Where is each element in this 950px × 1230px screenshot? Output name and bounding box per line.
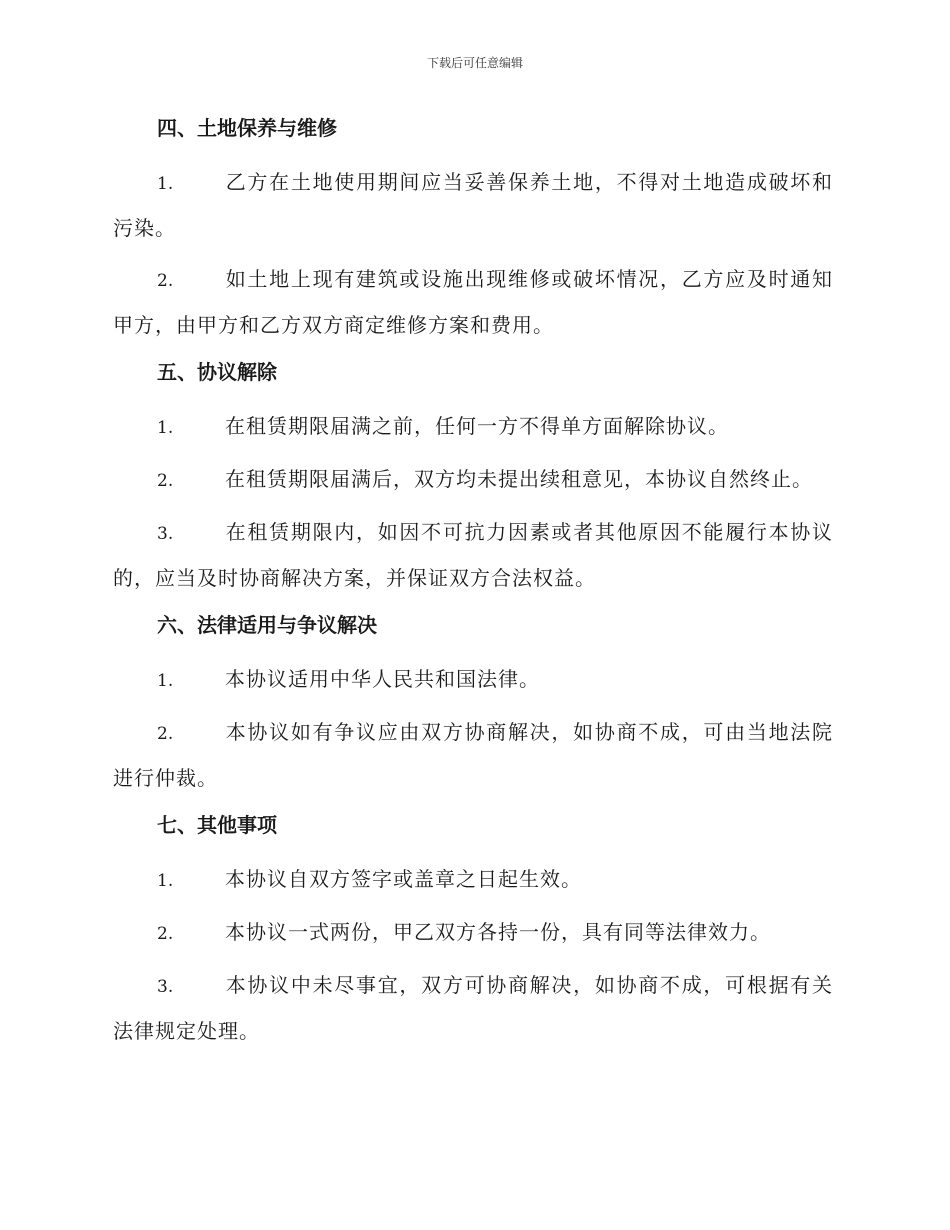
clause-text: 在租赁期限届满之前，任何一方不得单方面解除协议。	[225, 414, 729, 438]
document-body	[113, 110, 833, 1060]
clause-text: 本协议一式两份，甲乙双方各持一份，具有同等法律效力。	[225, 920, 771, 944]
clause	[113, 857, 833, 903]
clause	[113, 657, 833, 703]
clause-number: 3.	[157, 524, 174, 544]
clause-number: 2.	[157, 724, 174, 744]
clause-text: 乙方在土地使用期间应当妥善保养土地，不得对土地造成破坏和污染。	[113, 170, 833, 240]
section-title: 四、土地保养与维修	[157, 116, 337, 140]
clause	[113, 963, 833, 1053]
clause-text: 在租赁期限内，如因不可抗力因素或者其他原因不能履行本协议的，应当及时协商解决方案，并保证双方合法权益。	[113, 520, 833, 590]
clause-number: 2.	[157, 271, 174, 291]
clause	[113, 457, 833, 503]
clause	[113, 257, 833, 347]
clause-text: 在租赁期限届满后，双方均未提出续租意见，本协议自然终止。	[225, 467, 813, 491]
section-title: 五、协议解除	[157, 360, 277, 384]
clause-number: 3.	[157, 977, 174, 997]
clause-text: 如土地上现有建筑或设施出现维修或破坏情况，乙方应及时通知甲方，由甲方和乙方双方商定维修方案和费用。	[113, 267, 833, 337]
clause-number: 1.	[157, 871, 174, 891]
section-land-maintenance	[113, 110, 833, 347]
clause-text: 本协议如有争议应由双方协商解决，如协商不成，可由当地法院进行仲裁。	[113, 720, 833, 790]
section-title: 六、法律适用与争议解决	[157, 613, 377, 637]
clause-text: 本协议适用中华人民共和国法律。	[225, 667, 540, 691]
clause	[113, 160, 833, 250]
clause	[113, 404, 833, 450]
clause-text: 本协议中未尽事宜，双方可协商解决，如协商不成，可根据有关法律规定处理。	[113, 973, 833, 1043]
section-other-matters	[113, 807, 833, 1053]
clause	[113, 710, 833, 800]
section-title: 七、其他事项	[157, 813, 277, 837]
section-agreement-termination	[113, 354, 833, 600]
section-law-and-disputes	[113, 607, 833, 800]
clause-text: 本协议自双方签字或盖章之日起生效。	[225, 867, 582, 891]
clause-number: 1.	[157, 174, 174, 194]
clause	[113, 910, 833, 956]
clause-number: 2.	[157, 924, 174, 944]
header-note: 下载后可任意编辑	[426, 56, 523, 70]
clause-number: 1.	[157, 418, 174, 438]
clause-number: 1.	[157, 671, 174, 691]
clause	[113, 510, 833, 600]
clause-number: 2.	[157, 471, 174, 491]
